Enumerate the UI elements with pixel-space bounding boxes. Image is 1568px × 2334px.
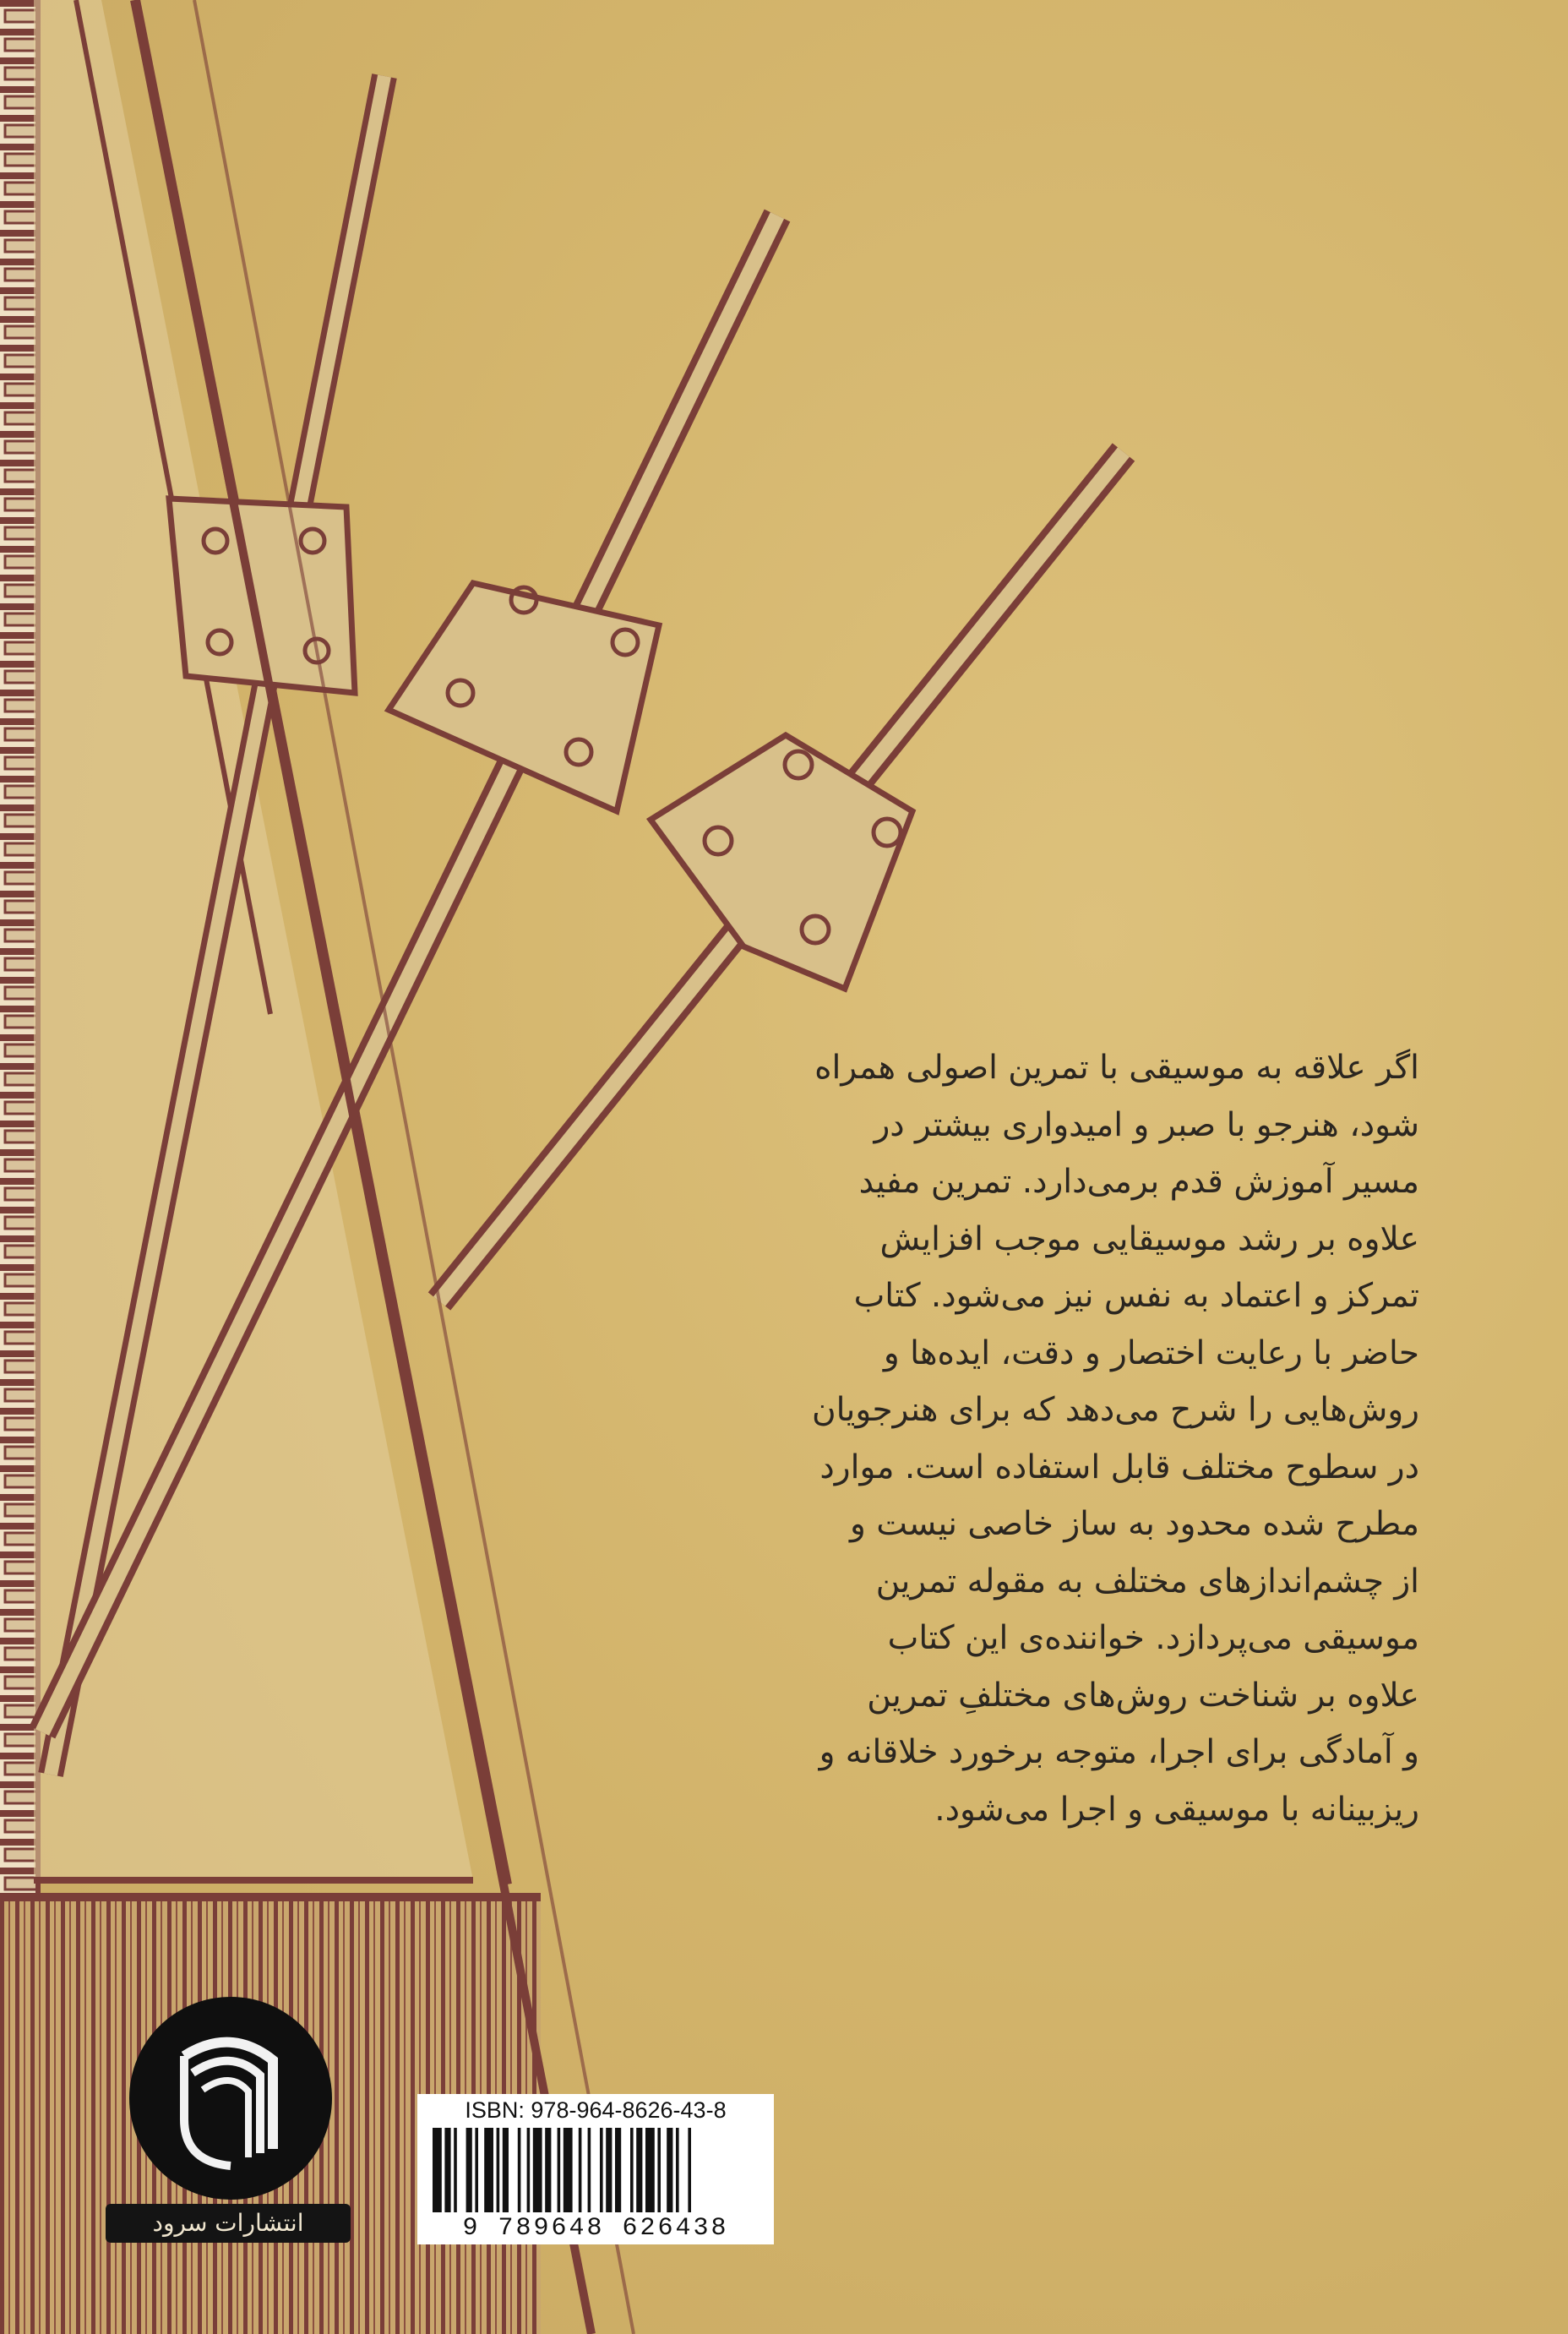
barcode-bar — [688, 2128, 691, 2212]
barcode-bar — [579, 2128, 582, 2212]
blurb-line: از چشم‌اندازهای مختلف به مقوله تمرین — [875, 1562, 1419, 1601]
barcode-bar — [630, 2128, 634, 2212]
back-cover-blurb — [727, 1039, 1419, 1838]
barcode-bars — [429, 2128, 762, 2212]
barcode-bar — [518, 2128, 521, 2212]
barcode-bar — [657, 2128, 661, 2212]
barcode-bar — [527, 2128, 531, 2212]
barcode-bar — [497, 2128, 500, 2212]
barcode-bar — [545, 2128, 551, 2212]
barcode-bar — [615, 2128, 621, 2212]
barcode-bar — [484, 2128, 493, 2212]
blurb-line: و آمادگی برای اجرا، متوجه برخورد خلاقانه و — [819, 1733, 1419, 1771]
blurb-line: حاضر با رعایت اختصار و دقت، ایده‌ها و — [883, 1333, 1419, 1372]
blurb-line: مطرح شده محدود به ساز خاصی نیست و — [850, 1505, 1419, 1543]
isbn-label: ISBN: 978-964-8626-43-8 — [465, 2097, 727, 2123]
blurb-line: شود، هنرجو با صبر و امیدواری بیشتر در — [874, 1105, 1419, 1144]
barcode-bar — [600, 2128, 603, 2212]
barcode-bar — [444, 2128, 450, 2212]
blurb-line: علاوه بر شناخت روش‌های مختلفِ تمرین — [867, 1676, 1419, 1715]
barcode-bar — [606, 2128, 612, 2212]
blurb-line: روش‌هایی را شرح می‌دهد که برای هنرجویان — [811, 1391, 1419, 1429]
blurb-line: ریزبینانه با موسیقی و اجرا می‌شود. — [934, 1790, 1419, 1829]
barcode-bar — [466, 2128, 472, 2212]
barcode-bar — [558, 2128, 561, 2212]
blurb-line: علاوه بر رشد موسیقایی موجب افزایش — [879, 1219, 1419, 1258]
blurb-line: تمرکز و اعتماد به نفس نیز می‌شود. کتاب — [853, 1277, 1419, 1315]
barcode-bar — [503, 2128, 509, 2212]
isbn-barcode — [417, 2094, 774, 2244]
blurb-line: در سطوح مختلف قابل استفاده است. موارد — [819, 1448, 1419, 1486]
barcode-bar — [533, 2128, 542, 2212]
barcode-bar — [564, 2128, 573, 2212]
sketch-column — [0, 0, 35, 1893]
publisher-logo-icon — [125, 1993, 336, 2204]
blurb-line: مسیر آموزش قدم برمی‌دارد. تمرین مفید — [858, 1163, 1419, 1201]
barcode-bar — [667, 2128, 672, 2212]
barcode-bar — [454, 2128, 457, 2212]
barcode-bar — [676, 2128, 679, 2212]
barcode-bar — [645, 2128, 655, 2212]
barcode-bar — [636, 2128, 642, 2212]
barcode-bar — [433, 2128, 442, 2212]
barcode-digits: 9 789648 626438 — [462, 2214, 729, 2243]
barcode-bar — [588, 2128, 591, 2212]
publisher-name: انتشارات سرود — [106, 2204, 351, 2243]
barcode-bar — [475, 2128, 478, 2212]
blurb-line: اگر علاقه به موسیقی با تمرین اصولی همراه — [814, 1049, 1419, 1087]
blurb-line: موسیقی می‌پردازد. خواننده‌ی این کتاب — [887, 1619, 1419, 1657]
